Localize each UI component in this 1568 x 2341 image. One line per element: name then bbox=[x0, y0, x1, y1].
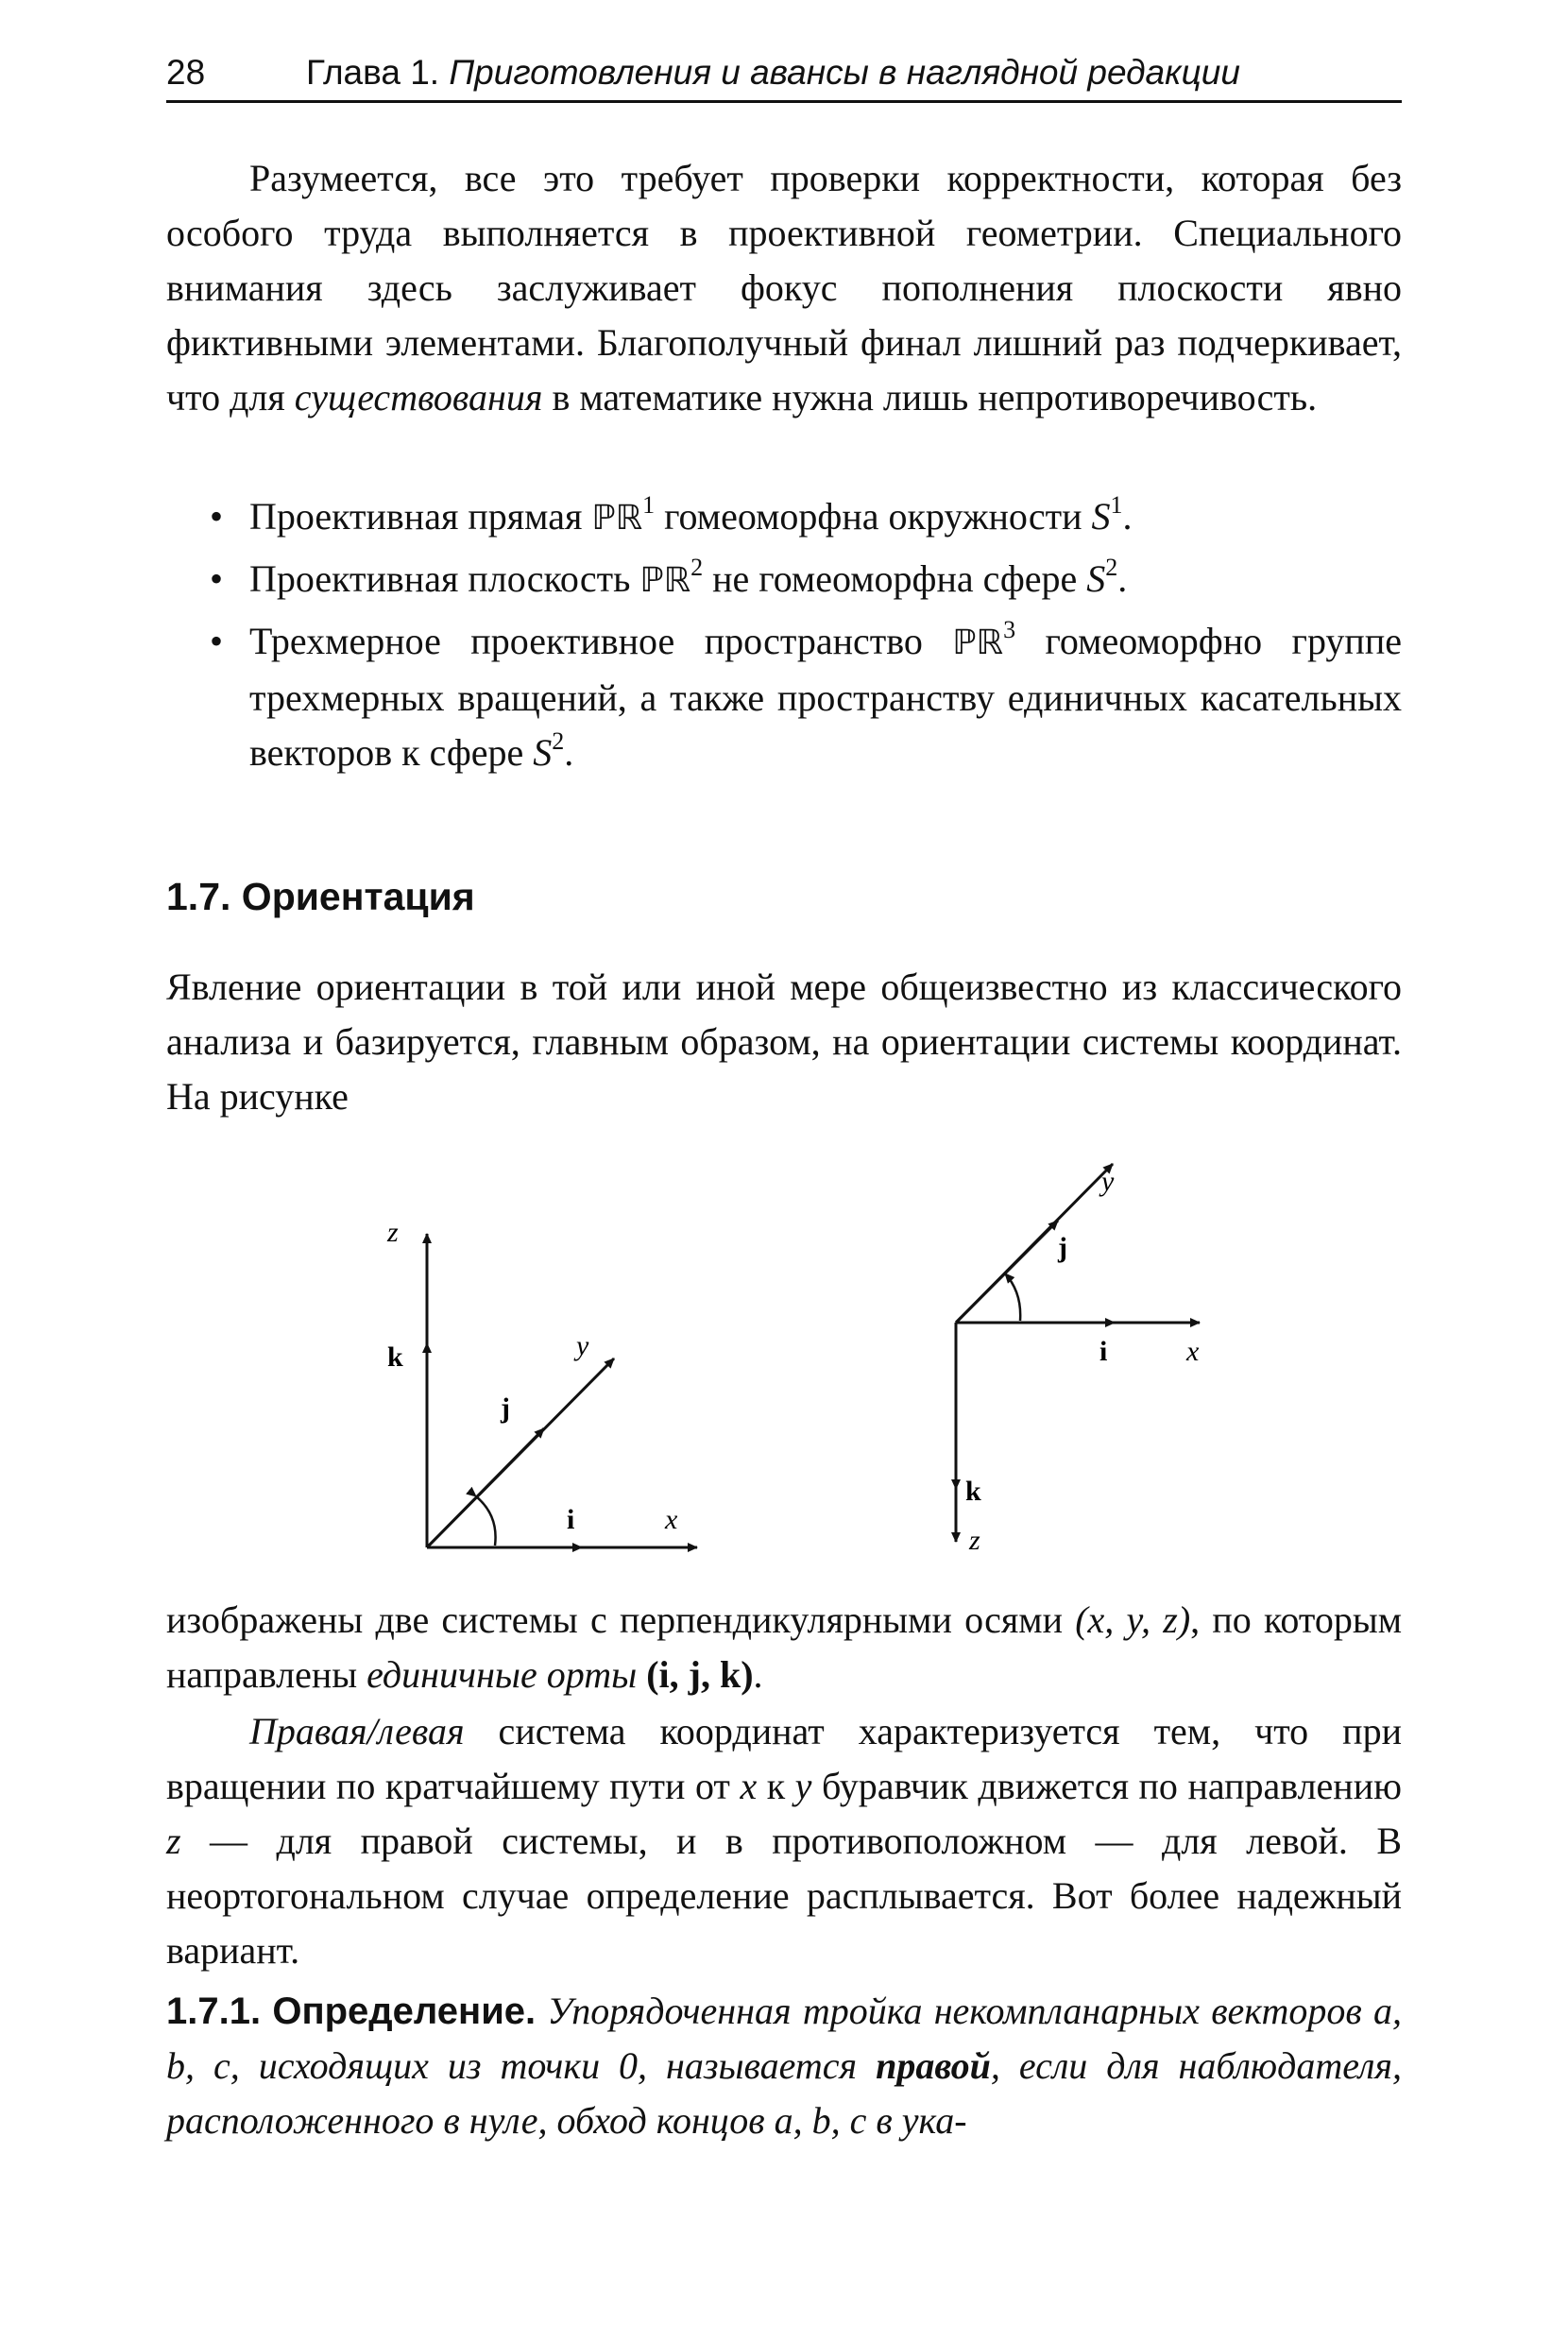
definition-1-7-1 bbox=[166, 1984, 1402, 2148]
definition-text: , bbox=[1392, 1990, 1402, 2032]
label-y: y bbox=[576, 1330, 589, 1361]
projective-space-symbol: ℙℝ bbox=[952, 624, 1004, 662]
bullet-marker: • bbox=[210, 620, 224, 662]
axes-notation: (x, y, z) bbox=[1075, 1598, 1191, 1641]
bullet-text: Трехмерное проективное пространство bbox=[249, 620, 953, 662]
sphere-symbol: S bbox=[1086, 557, 1106, 600]
var-a: a bbox=[1373, 1990, 1392, 2032]
bullet-text: Проективная плоскость bbox=[249, 557, 640, 600]
unit-vectors-notation: (i, j, k) bbox=[646, 1653, 754, 1696]
label-k: k bbox=[965, 1476, 981, 1507]
superscript: 2 bbox=[1105, 554, 1118, 581]
emphasis-right: правой bbox=[876, 2044, 991, 2087]
bullet-text: Проективная прямая bbox=[249, 495, 592, 538]
var-z: z bbox=[166, 1820, 181, 1862]
bullet-item-3 bbox=[166, 614, 1402, 780]
bullet-item-1 bbox=[166, 489, 1402, 546]
header-rule bbox=[166, 100, 1402, 103]
var-x: x bbox=[740, 1765, 758, 1807]
running-header bbox=[166, 49, 1402, 102]
definition-text: , исходящих из точки 0, называется bbox=[230, 2044, 877, 2087]
definition-text: в ука- bbox=[866, 2099, 967, 2142]
superscript: 1 bbox=[1110, 491, 1123, 519]
section-title: Ориентация bbox=[241, 875, 475, 918]
label-z: z bbox=[969, 1525, 980, 1556]
paragraph-text: — для правой системы, и в противоположном — для левой. В неортогональном случае определение расплывается. Вот более надежный вариант. bbox=[166, 1820, 1402, 1972]
label-k: k bbox=[387, 1341, 403, 1373]
label-x: x bbox=[1186, 1336, 1200, 1367]
label-y: y bbox=[1101, 1166, 1115, 1197]
superscript: 3 bbox=[1003, 616, 1016, 643]
paragraph-text: в математике нужна лишь непротиворечивость. bbox=[542, 376, 1318, 419]
paragraph-text: . bbox=[753, 1653, 763, 1696]
emphasis-unit-vectors: единичные орты bbox=[366, 1653, 638, 1696]
emphasis-right-left: Правая/левая bbox=[249, 1710, 465, 1752]
projective-space-symbol: ℙℝ bbox=[639, 561, 691, 600]
definition-label: Определение. bbox=[272, 1991, 537, 2032]
bullet-text: не гомеоморфна сфере bbox=[703, 557, 1087, 600]
var-c: c bbox=[849, 2099, 867, 2142]
paragraph-text: буравчик движется по направлению bbox=[811, 1765, 1403, 1807]
definition-number: 1.7.1. bbox=[166, 1991, 262, 2032]
superscript: 2 bbox=[552, 727, 565, 755]
label-i: i bbox=[1099, 1336, 1108, 1367]
label-j: j bbox=[1058, 1232, 1067, 1263]
bullet-text: . bbox=[564, 731, 574, 774]
definition-text: , bbox=[185, 2044, 213, 2087]
var-b: b bbox=[811, 2099, 831, 2142]
label-x: x bbox=[665, 1504, 678, 1535]
figure-right-coordinate-system bbox=[907, 1151, 1304, 1566]
paragraph-text: к bbox=[757, 1765, 795, 1807]
superscript: 2 bbox=[690, 554, 704, 581]
definition-text: , если для наблюдателя, расположенного в нуле, обход концов bbox=[166, 2044, 1403, 2142]
bullet-text: гомеоморфна окружности bbox=[655, 495, 1092, 538]
paragraph-text bbox=[637, 1653, 646, 1696]
paragraph-text: изображены две системы с перпендикулярными осями bbox=[166, 1598, 1076, 1641]
chapter-label: Глава 1. bbox=[306, 53, 440, 92]
definition-text: , bbox=[793, 2099, 812, 2142]
j-vector bbox=[427, 1428, 544, 1547]
rotation-arc bbox=[1005, 1273, 1020, 1321]
var-b: b bbox=[166, 2044, 185, 2087]
var-a: a bbox=[774, 2099, 793, 2142]
definition-text: Упорядоченная тройка некомпланарных векторов bbox=[536, 1990, 1373, 2032]
paragraph-proof bbox=[166, 151, 1402, 425]
bullet-marker: • bbox=[210, 495, 224, 538]
sphere-symbol: S bbox=[1091, 495, 1111, 538]
definition-text: , bbox=[830, 2099, 850, 2142]
superscript: 1 bbox=[642, 491, 656, 519]
label-i: i bbox=[567, 1504, 575, 1535]
emphasis-existence: существования bbox=[294, 376, 543, 419]
projective-space-symbol: ℙℝ bbox=[591, 499, 643, 538]
rotation-arc bbox=[476, 1496, 496, 1546]
paragraph-orientation: Явление ориентации в той или иной мере общеизвестно из классического анализа и базируется, главным образом, на ориентации системы координат. На рисунке bbox=[166, 965, 1402, 1118]
bullet-text: гомеоморфно группе трехмерных вращений, а также пространству единичных касательных векторов к сфере bbox=[249, 620, 1402, 774]
bullet-marker: • bbox=[210, 557, 224, 600]
chapter-title: Приготовления и авансы в наглядной редакции bbox=[449, 53, 1240, 92]
bullet-text: . bbox=[1122, 495, 1133, 538]
var-c: c bbox=[213, 2044, 230, 2087]
bullet-item-2 bbox=[166, 552, 1402, 608]
label-j: j bbox=[501, 1393, 510, 1424]
paragraph-right-left bbox=[166, 1704, 1402, 1978]
paragraph-axes bbox=[166, 1593, 1402, 1702]
paragraph-text: , по которым направлены bbox=[166, 1598, 1403, 1696]
bullet-list bbox=[166, 489, 1402, 786]
bullet-text: . bbox=[1117, 557, 1128, 600]
paragraph-text: система координат характеризуется тем, что при вращении по кратчайшему пути от bbox=[166, 1710, 1402, 1807]
section-number: 1.7. bbox=[166, 875, 231, 918]
sphere-symbol: S bbox=[533, 731, 553, 774]
j-vector bbox=[956, 1221, 1058, 1323]
figure-left-coordinate-system bbox=[359, 1198, 756, 1576]
paragraph-text: Разумеется, все это требует проверки корректности, которая без особого труда выполняется в проективной геометрии. Специального внимания здесь заслуживает фокус пополнения плоскости явно фиктивными элементами. Благополучный финал лишний раз подчеркивает, что для bbox=[166, 157, 1402, 419]
running-title bbox=[306, 53, 1240, 93]
page-number: 28 bbox=[166, 53, 206, 92]
label-z: z bbox=[387, 1217, 399, 1248]
section-heading bbox=[166, 875, 475, 919]
var-y: y bbox=[794, 1765, 812, 1807]
